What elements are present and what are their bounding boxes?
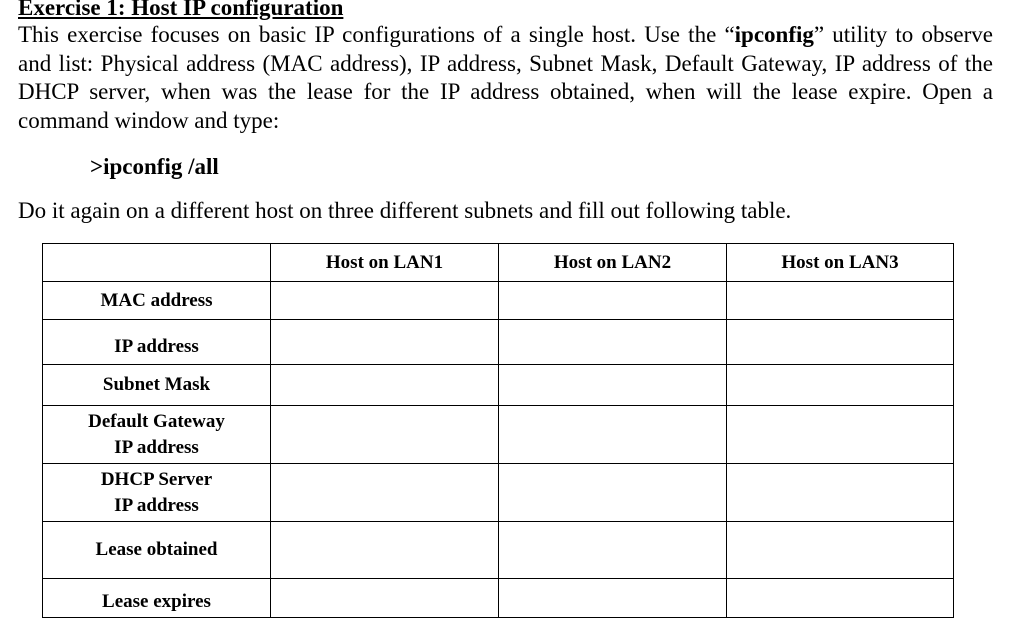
- entry-cell-lan2[interactable]: [499, 282, 727, 320]
- description-text-end: ” utility to observe and list: Physical address (MAC address), IP address, Subnet Mask, Default Gateway, IP address of the DHCP server, when was the lease for the IP address obtained, when will the lease expire. Open a command window and type:: [18, 22, 994, 133]
- entry-cell-lan1[interactable]: [271, 320, 499, 365]
- table-row-default-gateway: [43, 406, 954, 464]
- row-label-lease-obtained: [43, 522, 271, 579]
- table-row-mac-address: [43, 282, 954, 320]
- exercise-title: Exercise 1: Host IP configuration: [18, 0, 344, 20]
- row-label-line: Lease expires: [102, 591, 211, 612]
- entry-cell-lan3[interactable]: [727, 579, 954, 618]
- row-label-line: Lease obtained: [95, 539, 218, 560]
- entry-cell-lan1[interactable]: [271, 406, 499, 464]
- row-label-mac-address: [43, 282, 271, 320]
- row-label-line: DHCP Server: [100, 468, 213, 490]
- row-label-ip-address: [43, 320, 271, 365]
- row-label-line: Default Gateway: [88, 410, 225, 432]
- column-header-lan2: Host on LAN2: [499, 244, 727, 282]
- column-header-lan3: Host on LAN3: [727, 244, 954, 282]
- entry-cell-lan2[interactable]: [499, 464, 727, 522]
- entry-cell-lan1[interactable]: [271, 579, 499, 618]
- command-line: >ipconfig /all: [90, 154, 219, 179]
- entry-cell-lan2[interactable]: [499, 320, 727, 365]
- entry-cell-lan2[interactable]: [499, 406, 727, 464]
- entry-cell-lan1[interactable]: [271, 282, 499, 320]
- column-header-lan1: Host on LAN1: [271, 244, 499, 282]
- row-label-lease-expires: [43, 579, 271, 618]
- row-label-line: MAC address: [100, 289, 213, 311]
- table-header-row: [43, 244, 954, 282]
- row-label-default-gateway: [43, 406, 271, 464]
- entry-cell-lan2[interactable]: [499, 522, 727, 579]
- entry-cell-lan1[interactable]: [271, 365, 499, 406]
- table-instruction: Do it again on a different host on three different subnets and fill out following table.: [18, 198, 792, 223]
- exercise-description: [18, 21, 993, 135]
- row-label-line: IP address: [114, 436, 199, 458]
- entry-cell-lan2[interactable]: [499, 579, 727, 618]
- entry-cell-lan3[interactable]: [727, 282, 954, 320]
- row-label-line: Subnet Mask: [102, 374, 211, 395]
- corner-header-cell: [43, 244, 271, 282]
- row-label-line: IP address: [114, 494, 199, 516]
- exercise-page: [18, 0, 993, 225]
- table-row-ip-address: [43, 320, 954, 365]
- entry-cell-lan2[interactable]: [499, 365, 727, 406]
- entry-cell-lan3[interactable]: [727, 464, 954, 522]
- row-label-subnet-mask: [43, 365, 271, 406]
- entry-cell-lan3[interactable]: [727, 522, 954, 579]
- entry-cell-lan3[interactable]: [727, 406, 954, 464]
- row-label-dhcp-server: [43, 464, 271, 522]
- table-row-lease-expires: [43, 579, 954, 618]
- entry-cell-lan3[interactable]: [727, 365, 954, 406]
- entry-cell-lan1[interactable]: [271, 464, 499, 522]
- table-row-dhcp-server: [43, 464, 954, 522]
- ipconfig-keyword: ipconfig: [734, 22, 814, 47]
- row-label-line: IP address: [114, 336, 199, 357]
- description-text-start: This exercise focuses on basic IP configurations of a single host. Use the “: [18, 22, 735, 47]
- entry-cell-lan3[interactable]: [727, 320, 954, 365]
- table-row-lease-obtained: [43, 522, 954, 579]
- table-row-subnet-mask: [43, 365, 954, 406]
- entry-cell-lan1[interactable]: [271, 522, 499, 579]
- host-config-table: [42, 243, 954, 618]
